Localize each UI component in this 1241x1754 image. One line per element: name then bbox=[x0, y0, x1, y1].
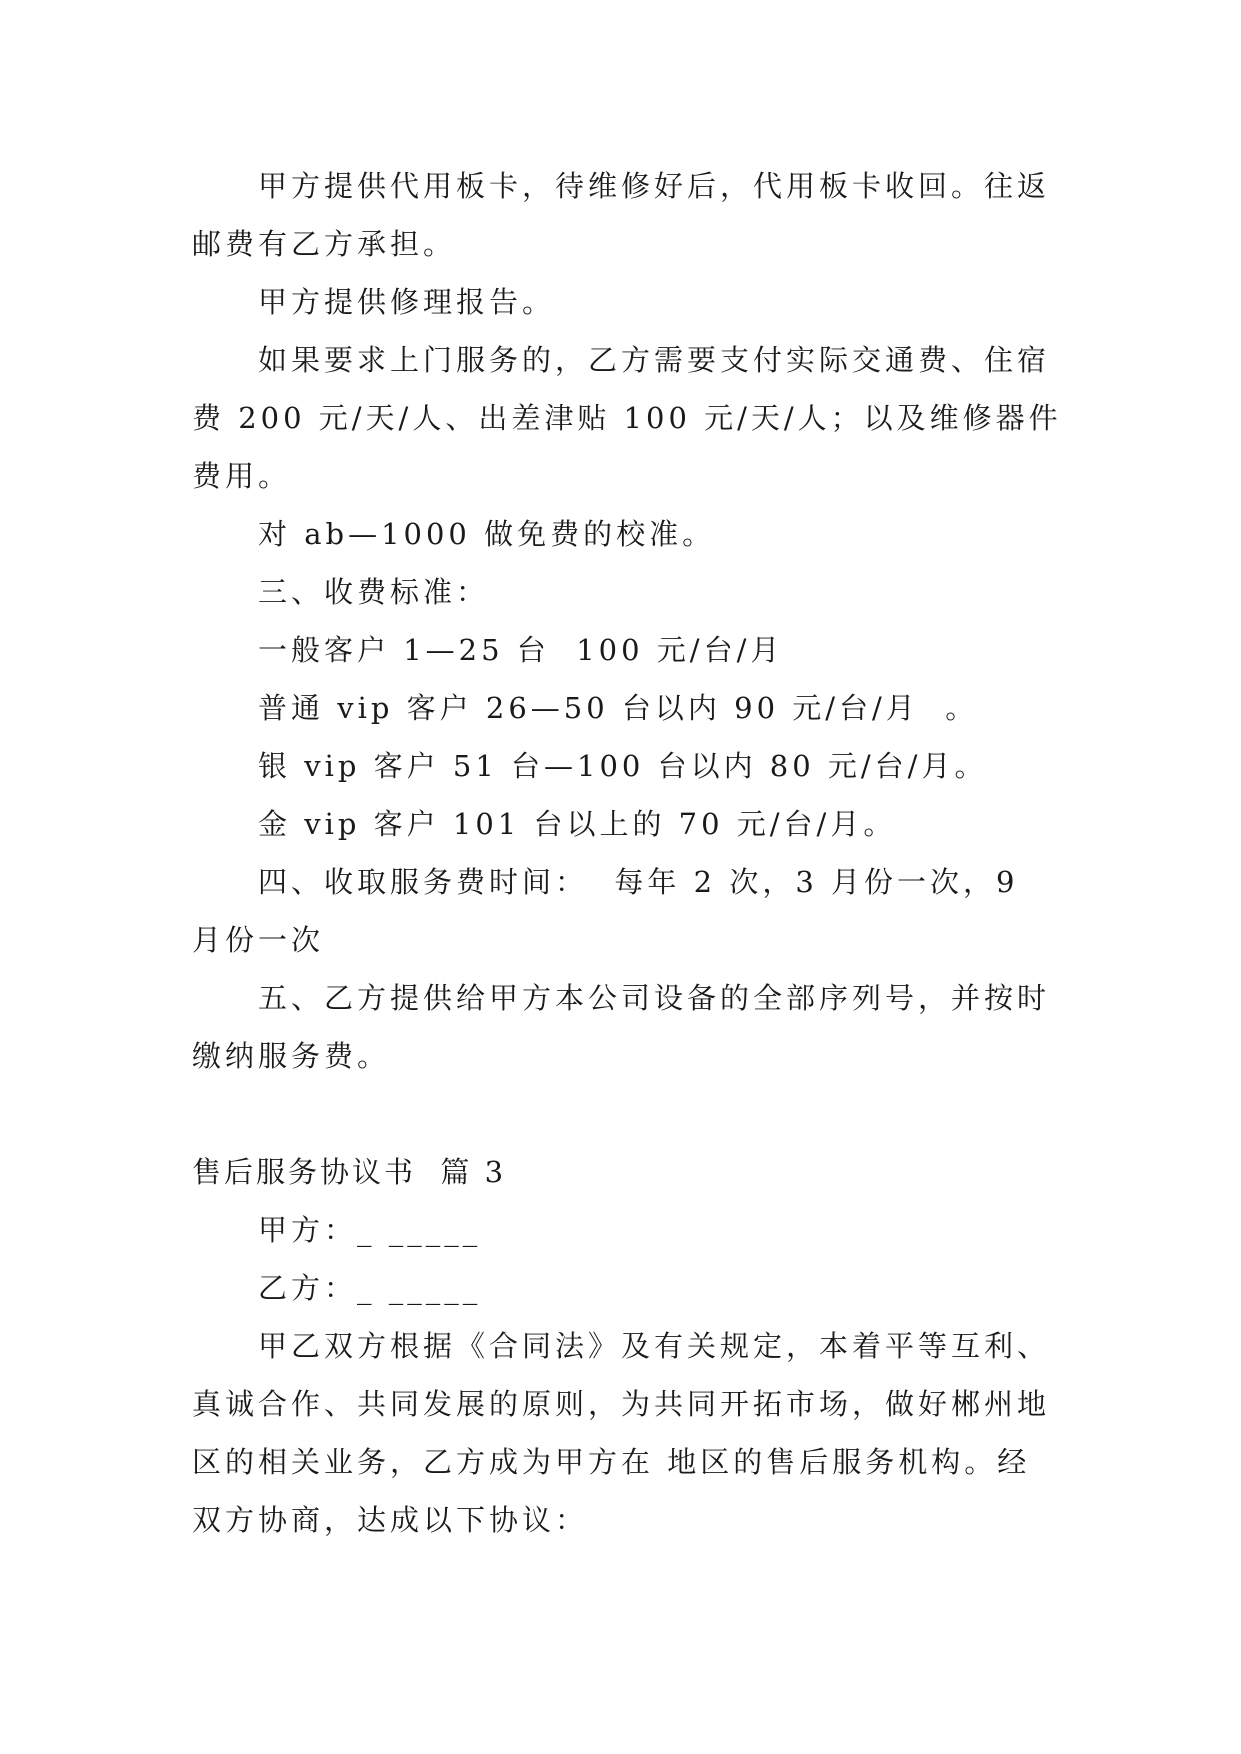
paragraph-onsite-service: 如果要求上门服务的，乙方需要支付实际交通费、住宿费 200 元/天/人、出差津贴 100 元/天/人；以及维修器件费用。 bbox=[192, 343, 1062, 493]
party-a-line: 甲方：_ _____ bbox=[258, 1213, 482, 1247]
paragraph-backup-card: 甲方提供代用板卡，待维修好后，代用板卡收回。往返邮费有乙方承担。 bbox=[192, 169, 1051, 261]
section-fee-collection-time: 四、收取服务费时间： 每年 2 次，3 月份一次，9 月份一次 bbox=[192, 865, 1032, 957]
paragraph-calibration: 对 ab—1000 做免费的校准。 bbox=[258, 517, 716, 551]
section-serial-numbers: 五、乙方提供给甲方本公司设备的全部序列号，并按时缴纳服务费。 bbox=[192, 981, 1051, 1073]
section-fee-standard: 三、收费标准： bbox=[258, 575, 490, 609]
fee-gold-vip: 金 vip 客户 101 台以上的 70 元/台/月。 bbox=[258, 807, 897, 841]
fee-general-customer: 一般客户 1—25 台 100 元/台/月 bbox=[258, 633, 784, 667]
paragraph-repair-report: 甲方提供修理报告。 bbox=[258, 285, 556, 319]
fee-silver-vip: 银 vip 客户 51 台—100 台以内 80 元/台/月。 bbox=[258, 749, 988, 783]
party-b-line: 乙方：_ _____ bbox=[258, 1271, 482, 1305]
section-heading: 售后服务协议书 篇 3 bbox=[192, 1155, 507, 1189]
fee-normal-vip: 普通 vip 客户 26—50 台以内 90 元/台/月 。 bbox=[258, 691, 979, 725]
document-body bbox=[192, 157, 1062, 1549]
agreement-intro: 甲乙双方根据《合同法》及有关规定，本着平等互利、真诚合作、共同发展的原则，为共同开拓市场，做好郴州地区的相关业务，乙方成为甲方在 地区的售后服务机构。经双方协商，达成以下协议： bbox=[192, 1329, 1051, 1537]
